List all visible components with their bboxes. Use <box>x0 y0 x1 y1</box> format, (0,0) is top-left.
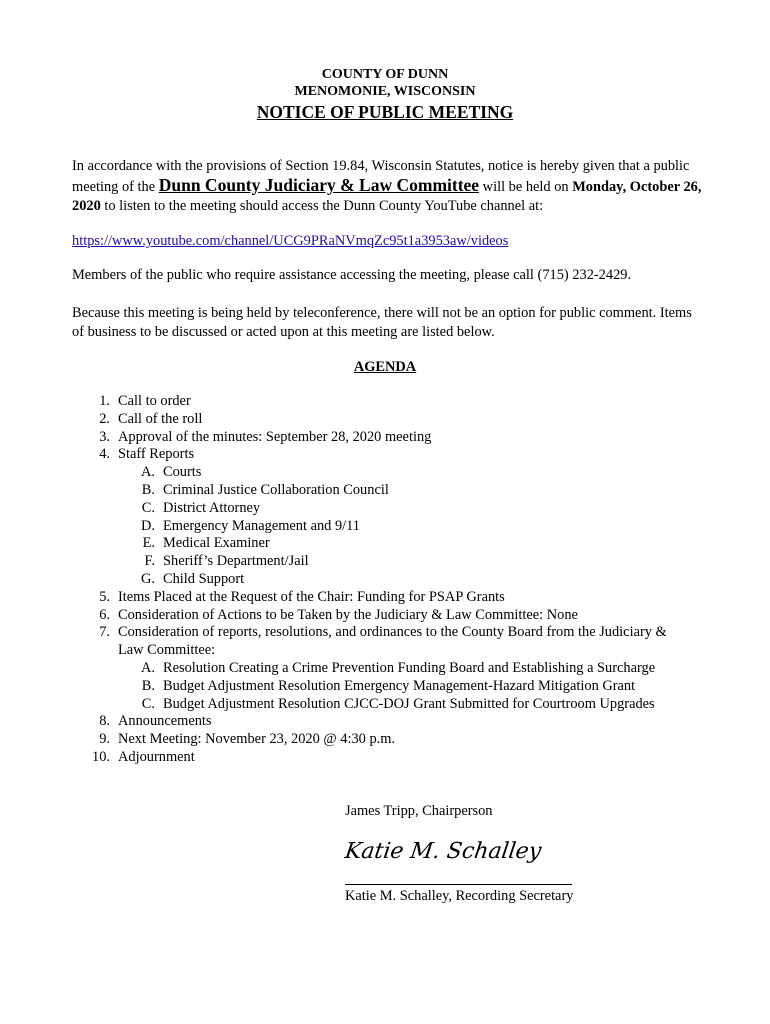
agenda-item <box>0 607 770 625</box>
agenda-item-number: 8. <box>99 713 110 730</box>
agenda-subitem <box>0 500 770 518</box>
agenda-item <box>0 589 770 607</box>
handwritten-signature: Katie M. Schalley <box>343 839 543 864</box>
agenda-item-number: B. <box>141 677 155 694</box>
chairperson-name: James Tripp, Chairperson <box>345 803 493 819</box>
agenda-item-text: Law Committee: <box>118 642 216 659</box>
intro-text-3: to listen to the meeting should access the Dunn County YouTube channel at: <box>100 198 544 214</box>
agenda-item-number: 9. <box>99 731 110 748</box>
agenda-item-text: Budget Adjustment Resolution Emergency Management-Hazard Mitigation Grant <box>163 677 636 694</box>
agenda-item-number: 1. <box>99 393 110 409</box>
youtube-link[interactable]: https://www.youtube.com/channel/UCG9PRaNVmqZc95t1a3953aw/videos <box>72 233 509 249</box>
agenda-subitem <box>0 678 770 696</box>
agenda-item-number: A. <box>141 464 155 481</box>
agenda-item-text: Announcements <box>118 713 212 730</box>
agenda-item <box>0 624 770 642</box>
agenda-item-number: E. <box>142 535 155 552</box>
agenda-item-text: Call of the roll <box>118 410 203 427</box>
agenda-item-text: Child Support <box>163 570 245 587</box>
agenda-item-text: Courts <box>163 464 202 481</box>
agenda-item <box>0 411 770 429</box>
agenda-item-text: Approval of the minutes: September 28, 2020 meeting <box>118 428 432 445</box>
agenda-subitem <box>0 696 770 714</box>
agenda-subitem <box>0 518 770 536</box>
agenda-item <box>0 731 770 749</box>
committee-name: Dunn County Judiciary & Law Committee <box>158 175 480 195</box>
agenda-item-number: C. <box>141 695 155 712</box>
agenda-item-text: Call to order <box>118 393 191 409</box>
teleconference-paragraph: Because this meeting is being held by teleconference, there will not be an option for public comment. Items of business to be discussed or acted upon at this meeting are listed below. <box>72 305 692 340</box>
agenda-item-number: 2. <box>99 410 110 427</box>
agenda-subitem <box>0 482 770 500</box>
agenda-item-text: Consideration of reports, resolutions, and ordinances to the County Board from the Judiciary & <box>118 624 667 641</box>
agenda-item <box>0 749 770 767</box>
agenda-item-text: Staff Reports <box>118 446 195 463</box>
intro-paragraph <box>72 157 704 216</box>
agenda-item-text: Items Placed at the Request of the Chair: Funding for PSAP Grants <box>118 588 505 605</box>
agenda-item-text: Consideration of Actions to be Taken by the Judiciary & Law Committee: None <box>118 606 578 623</box>
agenda-item-number: A. <box>141 659 155 676</box>
agenda-item <box>0 446 770 464</box>
agenda-item-number: C. <box>141 499 155 516</box>
meeting-date: Monday, October 26, 2020 <box>72 179 702 214</box>
agenda-item-text: Budget Adjustment Resolution CJCC-DOJ Grant Submitted for Courtroom Upgrades <box>163 695 655 712</box>
secretary-name: Katie M. Schalley, Recording Secretary <box>345 888 574 904</box>
agenda-item-number: 5. <box>99 588 110 605</box>
agenda-item-number: F. <box>144 553 155 570</box>
agenda-item-number: 6. <box>99 606 110 623</box>
agenda-item-text: Sheriff’s Department/Jail <box>163 553 309 570</box>
agenda-item-number: G. <box>141 570 155 587</box>
agenda-item-number: 4. <box>99 446 110 463</box>
agenda-item-number: D. <box>141 517 155 534</box>
agenda-subitem <box>0 553 770 571</box>
agenda-item-number: 7. <box>99 624 110 641</box>
agenda-subitem <box>0 660 770 678</box>
agenda-item-text: Emergency Management and 9/11 <box>163 517 361 534</box>
agenda-item-text: Medical Examiner <box>163 535 270 552</box>
agenda-subitem <box>0 571 770 589</box>
agenda-item-text: Adjournment <box>118 748 195 765</box>
agenda-item <box>0 713 770 731</box>
agenda-item <box>0 393 770 411</box>
agenda-item-number: B. <box>141 481 155 498</box>
assistance-paragraph: Members of the public who require assistance accessing the meeting, please call (715) 232-2429. <box>72 267 632 283</box>
agenda-list <box>0 393 770 767</box>
intro-text-2: will be held on <box>479 179 573 195</box>
county-name: COUNTY OF DUNN <box>321 67 449 82</box>
agenda-subitem <box>0 464 770 482</box>
agenda-item-number: 3. <box>99 428 110 445</box>
agenda-item <box>0 429 770 447</box>
agenda-subitem <box>0 535 770 553</box>
intro-text-1: In accordance with the provisions of Section 19.84, Wisconsin Statutes, notice is hereby given that a public meeting of the <box>72 158 690 195</box>
county-location: MENOMONIE, WISCONSIN <box>294 84 476 99</box>
page-title: NOTICE OF PUBLIC MEETING <box>256 102 514 122</box>
agenda-item-text: Next Meeting: November 23, 2020 @ 4:30 p.m. <box>118 731 396 748</box>
agenda-item <box>0 642 770 660</box>
agenda-item-text: Resolution Creating a Crime Prevention Funding Board and Establishing a Surcharge <box>163 659 656 676</box>
signature-line <box>345 884 572 885</box>
agenda-title: AGENDA <box>353 359 417 375</box>
agenda-item-number: 10. <box>92 748 110 765</box>
agenda-item-text: Criminal Justice Collaboration Council <box>163 481 389 498</box>
agenda-item-text: District Attorney <box>163 499 261 516</box>
